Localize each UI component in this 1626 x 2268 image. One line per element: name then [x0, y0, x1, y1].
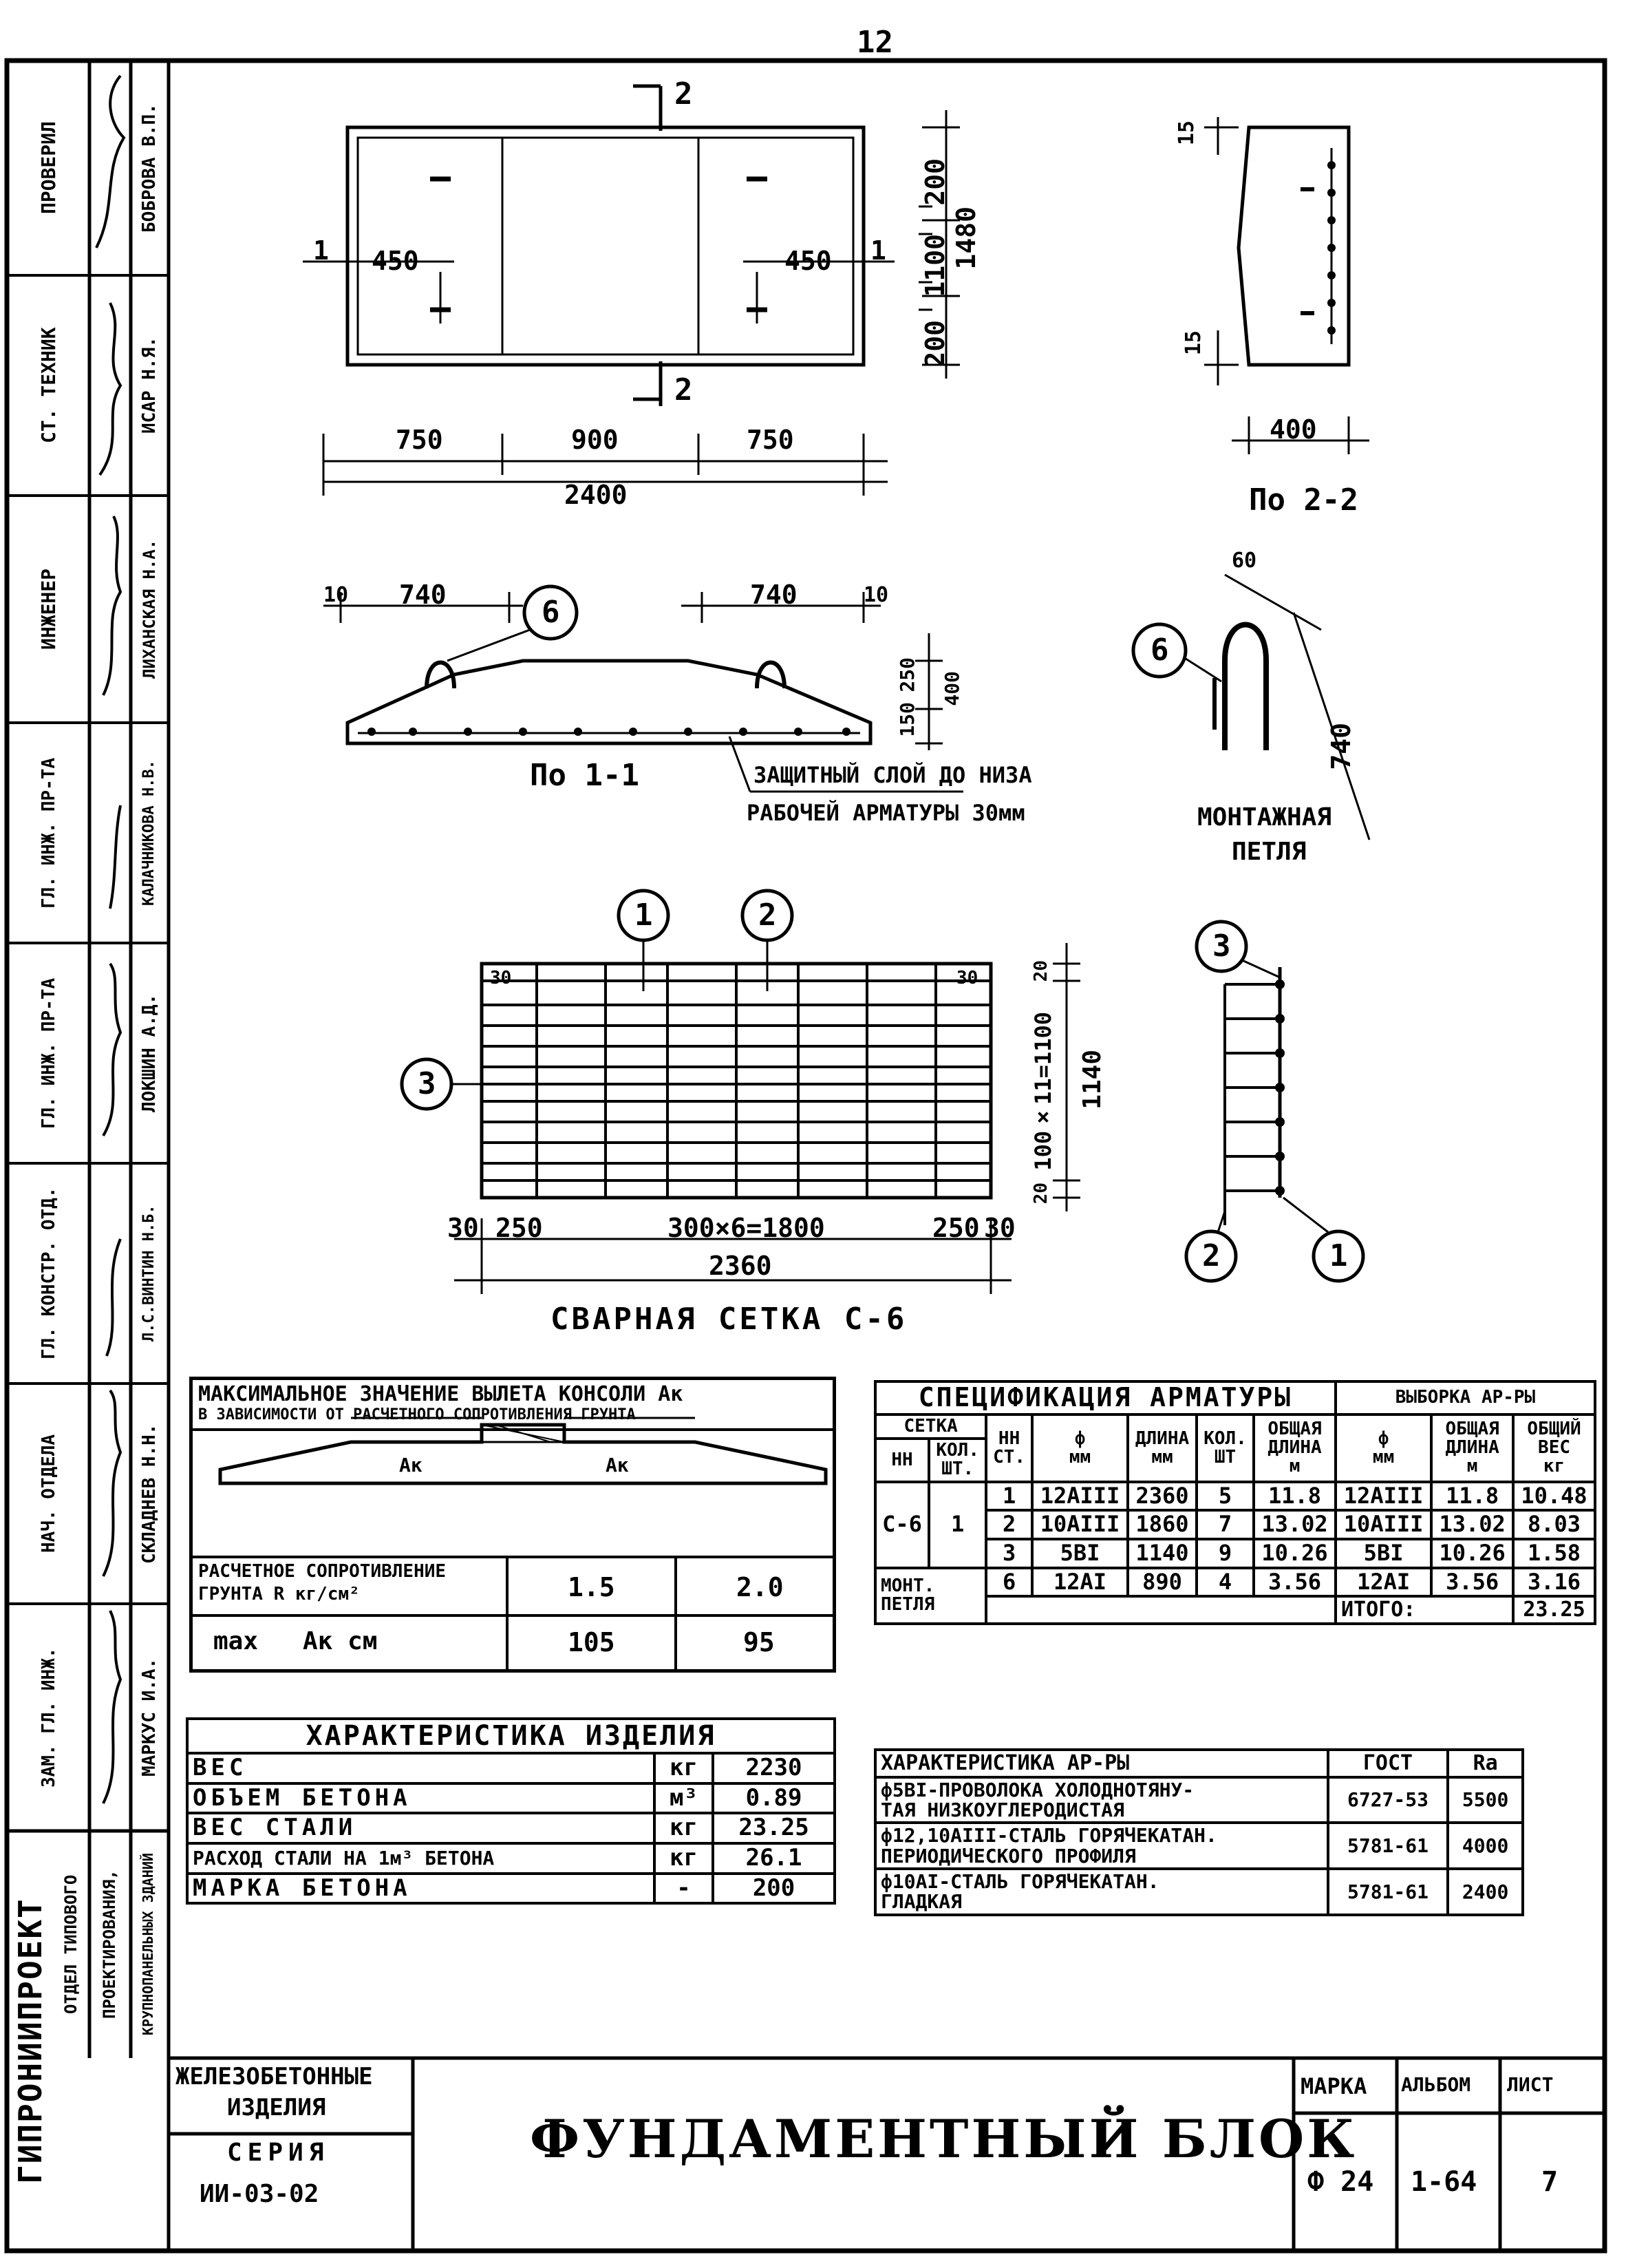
dim-label: 740	[750, 580, 798, 610]
col-header: КОЛ. ШТ	[1197, 1414, 1254, 1482]
spec-table	[874, 1380, 1596, 1625]
role-label: СТ. ТЕХНИК	[37, 327, 60, 444]
org-logo: ГИПРОНИИПРОЕКТ	[12, 1898, 49, 2184]
cell-value: 1.5	[568, 1572, 615, 1602]
signer-name: Л.С.ВИНТИН Н.Б.	[140, 1205, 158, 1342]
cell: 5781-61	[1328, 1869, 1448, 1915]
cell: 3.56	[1254, 1568, 1336, 1597]
cell: 2	[986, 1510, 1032, 1539]
cell: 12АIII	[1032, 1482, 1128, 1511]
spec-title-2: ВЫБОРКА АР-РЫ	[1336, 1381, 1595, 1414]
cell: 23.25	[713, 1813, 835, 1843]
cell: ВЕС	[187, 1753, 654, 1783]
dim-label: 750	[747, 425, 794, 455]
dim-label: 200	[920, 320, 950, 368]
table-row	[187, 1874, 835, 1904]
section-caption: По 2-2	[1249, 483, 1358, 518]
cell: 12АI	[1032, 1568, 1128, 1597]
dim-label: 10	[864, 583, 889, 607]
callout-1: 1	[1329, 1238, 1348, 1273]
sheet-value: 7	[1541, 2166, 1559, 2198]
dim-label: 30	[956, 968, 978, 988]
dim-label: 20	[1031, 960, 1051, 982]
mark-value: Ф 24	[1307, 2166, 1374, 2198]
signer-name: ИСАР Н.Я.	[139, 337, 160, 434]
dim-label: 450	[372, 246, 419, 276]
row-label: РАСЧЕТНОЕ СОПРОТИВЛЕНИЕ	[198, 1561, 447, 1582]
total-value: 23.25	[1513, 1596, 1595, 1624]
cell: 5	[1197, 1482, 1254, 1511]
cell: 8.03	[1513, 1510, 1595, 1539]
cell: 1.58	[1513, 1539, 1595, 1568]
ak-label: Ак	[399, 1454, 422, 1476]
signer-name: БОБРОВА В.П.	[139, 103, 160, 233]
cell: 10.48	[1513, 1482, 1595, 1511]
cell: 5ВI	[1032, 1539, 1128, 1568]
dim-label: 20	[1031, 1183, 1051, 1205]
dim-label: 450	[784, 246, 832, 276]
cell: ф12,10АIII-СТАЛЬ ГОРЯЧЕКАТАН. ПЕРИОДИЧЕСКОГО ПРОФИЛЯ	[875, 1823, 1328, 1869]
table-row	[187, 1843, 835, 1874]
cell: 1860	[1128, 1510, 1197, 1539]
cell: -	[654, 1874, 713, 1904]
title-header: ЛИСТ	[1507, 2073, 1554, 2096]
cell: 4	[1197, 1568, 1254, 1597]
cell: 2400	[1448, 1869, 1523, 1915]
dim-label: 1480	[951, 206, 981, 270]
cell: 4000	[1448, 1823, 1523, 1869]
ak-label: Ак	[606, 1454, 629, 1476]
dim-label: 30	[490, 968, 512, 988]
mesh-caption: СВАРНАЯ СЕТКА С-6	[550, 1302, 908, 1337]
dim-label: 750	[396, 425, 443, 455]
col-header: КОЛ. ШТ.	[929, 1439, 986, 1482]
dim-label: 740	[399, 580, 447, 610]
signer-name: ЛИХАНСКАЯ Н.А.	[140, 539, 159, 679]
cell: 9	[1197, 1539, 1254, 1568]
mesh-name: С-6	[875, 1482, 929, 1568]
callout-6: 6	[1151, 633, 1169, 668]
cell: 3.56	[1431, 1568, 1513, 1597]
org-line: ОТДЕЛ ТИПОВОГО	[61, 1874, 81, 2015]
col-header: ф мм	[1336, 1414, 1431, 1482]
col-header: НН СТ.	[986, 1414, 1032, 1482]
series-value: ИИ-03-02	[200, 2180, 319, 2208]
dim-label: 1	[870, 235, 886, 266]
console-title-1: МАКСИМАЛЬНОЕ ЗНАЧЕНИЕ ВЫЛЕТА КОНСОЛИ Ак	[198, 1382, 683, 1406]
cell: 11.8	[1254, 1482, 1336, 1511]
console-table	[189, 1377, 836, 1673]
role-label: ГЛ. ИНЖ. ПР-ТА	[39, 757, 59, 909]
row-label: max Ак см	[213, 1627, 378, 1655]
callout-3: 3	[418, 1066, 436, 1101]
cell: 6727-53	[1328, 1777, 1448, 1823]
cell-value: 2.0	[736, 1572, 784, 1602]
callout-6: 6	[542, 595, 560, 630]
dim-label: 300×6=1800	[667, 1213, 825, 1243]
cell: 2360	[1128, 1482, 1197, 1511]
col-header: ф мм	[1032, 1414, 1128, 1482]
product-title: ХАРАКТЕРИСТИКА ИЗДЕЛИЯ	[187, 1719, 835, 1753]
section-mark: 2	[674, 76, 693, 112]
col-header: ОБЩИЙ ВЕС кг	[1513, 1414, 1595, 1482]
col-header: Rа	[1448, 1750, 1523, 1777]
cell: 5ВI	[1336, 1539, 1431, 1568]
role-label: ГЛ. ИНЖ. ПР-ТА	[39, 977, 59, 1129]
sheet-number: 12	[857, 25, 893, 60]
cell: кг	[654, 1753, 713, 1783]
role-label: ИНЖЕНЕР	[37, 569, 60, 650]
table-row	[187, 1753, 835, 1783]
cell: м³	[654, 1783, 713, 1814]
dim-label: 400	[1270, 414, 1317, 445]
cell: кг	[654, 1843, 713, 1874]
cell: 1140	[1128, 1539, 1197, 1568]
table-row	[875, 1482, 1595, 1511]
series-label: СЕРИЯ	[227, 2139, 330, 2167]
dim-label: 2400	[564, 480, 628, 510]
dim-label: 100×11=1100	[1030, 1012, 1056, 1171]
dim-label: 10	[323, 583, 349, 607]
org-line: КРУПНОПАНЕЛЬНЫХ ЗДАНИЙ	[140, 1853, 156, 2036]
signer-name: СКЛАДНЕВ Н.Н.	[139, 1423, 160, 1564]
cell: 2230	[713, 1753, 835, 1783]
table-row	[875, 1823, 1523, 1869]
cell: 6	[986, 1568, 1032, 1597]
cover-note-1: ЗАЩИТНЫЙ СЛОЙ ДО НИЗА	[753, 762, 1032, 788]
dim-label: 200	[920, 158, 950, 206]
cell: ВЕС СТАЛИ	[187, 1813, 654, 1843]
dim-label: 30	[447, 1213, 479, 1243]
cover-note-2: РАБОЧЕЙ АРМАТУРЫ 30мм	[747, 800, 1025, 826]
cell: ф5ВI-ПРОВОЛОКА ХОЛОДНОТЯНУ- ТАЯ НИЗКОУГЛЕРОДИСТАЯ	[875, 1777, 1328, 1823]
drawing-title: ФУНДАМЕНТНЫЙ БЛОК	[530, 2108, 1358, 2170]
role-label: ПРОВЕРИЛ	[37, 121, 60, 215]
role-label: ЗАМ. ГЛ. ИНЖ.	[39, 1647, 59, 1788]
table-row	[875, 1777, 1523, 1823]
dim-label: 250	[495, 1213, 543, 1243]
org-line: ПРОЕКТИРОВАНИЯ,	[100, 1869, 119, 2020]
signer-name: МАРКУС И.А.	[139, 1657, 160, 1777]
cell: 1	[986, 1482, 1032, 1511]
title-left-2: ИЗДЕЛИЯ	[227, 2094, 326, 2121]
callout-1: 1	[634, 898, 653, 933]
cell: 26.1	[713, 1843, 835, 1874]
steel-table	[874, 1748, 1524, 1916]
cell: 13.02	[1431, 1510, 1513, 1539]
dim-label: 15	[1181, 330, 1206, 356]
dim-label: 30	[984, 1213, 1016, 1243]
title-header: АЛЬБОМ	[1401, 2073, 1471, 2096]
callout-2: 2	[1202, 1238, 1221, 1273]
cell: 0.89	[713, 1783, 835, 1814]
dim-label: 250	[896, 657, 919, 692]
cell: РАСХОД СТАЛИ НА 1м³ БЕТОНА	[187, 1843, 654, 1874]
cell: кг	[654, 1813, 713, 1843]
dim-label: 1140	[1078, 1050, 1106, 1110]
dim-label: 1100	[920, 234, 950, 297]
cell-value: 95	[743, 1627, 775, 1657]
dim-label: 740	[1326, 723, 1356, 770]
dim-label: 15	[1175, 120, 1199, 146]
loop-caption: МОНТАЖНАЯ	[1197, 803, 1332, 831]
cell: 10.26	[1254, 1539, 1336, 1568]
table-row	[875, 1568, 1595, 1597]
callout-3: 3	[1212, 929, 1231, 964]
section-mark: 2	[674, 372, 693, 407]
console-title-2: В ЗАВИСИМОСТИ ОТ РАСЧЕТНОГО СОПРОТИВЛЕНИЯ ГРУНТА	[198, 1406, 636, 1423]
cell: 5781-61	[1328, 1823, 1448, 1869]
col-header: ДЛИНА мм	[1128, 1414, 1197, 1482]
cell: ф10АI-СТАЛЬ ГОРЯЧЕКАТАН. ГЛАДКАЯ	[875, 1869, 1328, 1915]
signer-name: КАЛАЧНИКОВА Н.В.	[140, 760, 158, 906]
cell: 5500	[1448, 1777, 1523, 1823]
cell: 890	[1128, 1568, 1197, 1597]
dim-label: 150	[896, 702, 919, 737]
spacer	[986, 1596, 1336, 1624]
col-header: ХАРАКТЕРИСТИКА АР-РЫ	[875, 1750, 1328, 1777]
dim-label: 60	[1232, 549, 1257, 573]
total-label: ИТОГО:	[1336, 1596, 1513, 1624]
cell: 12АIII	[1336, 1482, 1431, 1511]
table-row	[875, 1869, 1523, 1915]
col-header: ГОСТ	[1328, 1750, 1448, 1777]
col-header: ОБЩАЯ ДЛИНА м	[1431, 1414, 1513, 1482]
cell: 13.02	[1254, 1510, 1336, 1539]
cell: ОБЪЕМ БЕТОНА	[187, 1783, 654, 1814]
loop-caption: ПЕТЛЯ	[1232, 838, 1307, 866]
role-label: ГЛ. КОНСТР. ОТД.	[39, 1187, 59, 1360]
row-label: ГРУНТА R кг/см²	[198, 1584, 360, 1604]
callout-2: 2	[758, 898, 777, 933]
dim-label: 900	[571, 425, 619, 455]
cell: 10АIII	[1336, 1510, 1431, 1539]
col-header: НН	[875, 1439, 929, 1482]
album-value: 1-64	[1411, 2166, 1477, 2198]
cell: 10АIII	[1032, 1510, 1128, 1539]
cell: 12АI	[1336, 1568, 1431, 1597]
cell: 3	[986, 1539, 1032, 1568]
mesh-qty: 1	[929, 1482, 986, 1568]
title-header: МАРКА	[1301, 2073, 1367, 2099]
col-header: ОБЩАЯ ДЛИНА м	[1254, 1414, 1336, 1482]
dim-label: 400	[941, 671, 963, 706]
table-row	[187, 1813, 835, 1843]
cell: 11.8	[1431, 1482, 1513, 1511]
cell: МАРКА БЕТОНА	[187, 1874, 654, 1904]
title-left-1: ЖЕЛЕЗОБЕТОННЫЕ	[175, 2063, 373, 2090]
table-row	[187, 1783, 835, 1814]
signer-name: ЛОКШИН А.Д.	[139, 993, 160, 1113]
cell: 10.26	[1431, 1539, 1513, 1568]
cell-value: 105	[568, 1627, 615, 1657]
role-label: НАЧ. ОТДЕЛА	[39, 1434, 59, 1554]
spec-title: СПЕЦИФИКАЦИЯ АРМАТУРЫ	[875, 1381, 1336, 1414]
dim-label: 1	[313, 235, 329, 266]
section-caption: По 1-1	[530, 758, 639, 793]
cell: 200	[713, 1874, 835, 1904]
cell: 3.16	[1513, 1568, 1595, 1597]
dim-label: 250	[932, 1213, 980, 1243]
col-header: СЕТКА	[875, 1414, 986, 1439]
loop-label: МОНТ. ПЕТЛЯ	[875, 1568, 986, 1624]
dim-label: 2360	[709, 1251, 772, 1281]
cell: 7	[1197, 1510, 1254, 1539]
product-table	[186, 1717, 836, 1905]
